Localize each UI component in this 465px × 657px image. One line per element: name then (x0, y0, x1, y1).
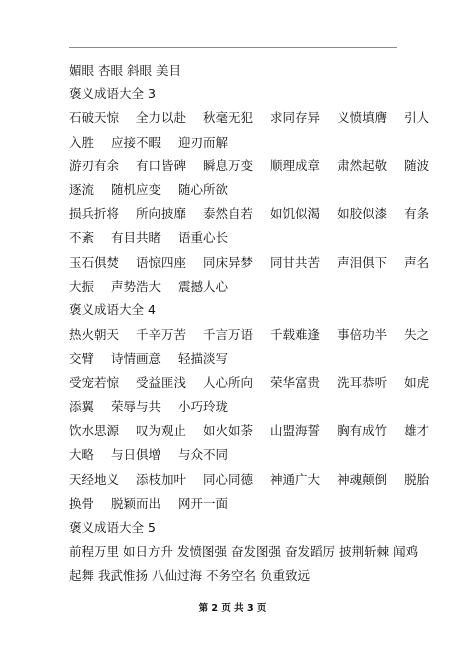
text-line (69, 496, 399, 512)
idiom-word: 如虎 (404, 375, 430, 390)
idiom-word: 同床异梦 (203, 255, 254, 270)
idiom-word: 随心所欲 (178, 182, 229, 197)
text-line (69, 158, 430, 174)
idiom-word: 事倍功半 (337, 327, 388, 342)
idiom-word: 全力以赴 (136, 110, 187, 125)
idiom-word: 发愤图强 (177, 544, 228, 559)
idiom-word: 应接不暇 (111, 135, 162, 150)
idiom-word: 如胶似漆 (337, 206, 388, 221)
idiom-word: 不务空名 (206, 568, 257, 583)
idiom-word: 大振 (69, 279, 95, 294)
text-line (69, 135, 399, 151)
idiom-word: 起舞 (69, 568, 95, 583)
idiom-word: 同甘共苦 (270, 255, 321, 270)
idiom-word: 杏眼 (98, 63, 124, 78)
idiom-word: 山盟海誓 (270, 423, 321, 438)
idiom-word: 天经地义 (69, 472, 120, 487)
idiom-word: 损兵折将 (69, 206, 120, 221)
idiom-word: 有条 (404, 206, 430, 221)
text-line (69, 544, 419, 560)
idiom-word: 雄才 (404, 423, 430, 438)
text-line (69, 110, 430, 126)
idiom-word: 胸有成竹 (337, 423, 388, 438)
idiom-word: 逐流 (69, 182, 95, 197)
idiom-word: 负重致远 (260, 568, 311, 583)
idiom-word: 震撼人心 (178, 279, 229, 294)
idiom-word: 媚眼 (69, 63, 95, 78)
idiom-word: 奋发图强 (231, 544, 282, 559)
idiom-word: 石破天惊 (69, 110, 120, 125)
idiom-word: 奋发蹈厉 (285, 544, 336, 559)
idiom-word: 引人 (404, 110, 430, 125)
idiom-word: 顺理成章 (270, 158, 321, 173)
idiom-word: 神通广大 (270, 472, 321, 487)
idiom-word: 如饥似渴 (270, 206, 321, 221)
idiom-word: 义愤填膺 (337, 110, 388, 125)
idiom-word: 声名 (404, 255, 430, 270)
idiom-word: 同心同德 (203, 472, 254, 487)
text-line (69, 206, 430, 222)
idiom-word: 失之 (404, 327, 430, 342)
idiom-word: 千载难逢 (270, 327, 321, 342)
text-line (69, 302, 399, 318)
idiom-word: 脱颖而出 (111, 496, 162, 511)
idiom-word: 声泪俱下 (337, 255, 388, 270)
idiom-word: 泰然自若 (203, 206, 254, 221)
idiom-word: 饮水思源 (69, 423, 120, 438)
idiom-word: 交臂 (69, 351, 95, 366)
text-line (69, 327, 430, 343)
idiom-word: 千辛万苦 (136, 327, 187, 342)
idiom-word: 热火朝天 (69, 327, 120, 342)
idiom-word: 人心所向 (203, 375, 254, 390)
text-line (69, 182, 399, 198)
idiom-word: 洗耳恭听 (337, 375, 388, 390)
idiom-word: 换骨 (69, 496, 95, 511)
idiom-word: 受益匪浅 (136, 375, 187, 390)
page-footer: 第 2 页 共 3 页 (198, 603, 267, 614)
text-line (69, 423, 430, 439)
idiom-word: 肃然起敬 (337, 158, 388, 173)
idiom-word: 受宠若惊 (69, 375, 120, 390)
idiom-word: 语重心长 (178, 230, 229, 245)
header-rule (69, 47, 397, 48)
idiom-word: 神魂颠倒 (337, 472, 388, 487)
idiom-word: 不紊 (69, 230, 95, 245)
idiom-word: 美目 (156, 63, 182, 78)
idiom-word: 我武惟扬 (98, 568, 149, 583)
idiom-word: 叹为观止 (136, 423, 187, 438)
idiom-word: 褒义成语大全 4 (69, 302, 156, 317)
idiom-word: 语惊四座 (136, 255, 187, 270)
idiom-word: 有目共睹 (111, 230, 162, 245)
idiom-word: 披荆斩棘 (339, 544, 390, 559)
idiom-word: 千言万语 (203, 327, 254, 342)
idiom-word: 与众不同 (178, 447, 229, 462)
idiom-word: 大略 (69, 447, 95, 462)
idiom-word: 闻鸡 (393, 544, 419, 559)
idiom-word: 添翼 (69, 399, 95, 414)
idiom-word: 瞬息万变 (203, 158, 254, 173)
idiom-word: 入胜 (69, 135, 95, 150)
idiom-word: 脱胎 (404, 472, 430, 487)
idiom-word: 如火如荼 (203, 423, 254, 438)
idiom-word: 荣华富贵 (270, 375, 321, 390)
idiom-word: 求同存异 (270, 110, 321, 125)
text-line (69, 375, 430, 391)
text-line (69, 399, 399, 415)
idiom-word: 八仙过海 (152, 568, 203, 583)
text-line (69, 568, 399, 584)
idiom-word: 斜眼 (127, 63, 153, 78)
idiom-word: 褒义成语大全 3 (69, 86, 156, 101)
idiom-word: 荣辱与共 (111, 399, 162, 414)
idiom-word: 添枝加叶 (136, 472, 187, 487)
idiom-word: 与日俱增 (111, 447, 162, 462)
text-line (69, 472, 430, 488)
idiom-word: 迎刃而解 (178, 135, 229, 150)
idiom-word: 小巧玲珑 (178, 399, 229, 414)
text-line (69, 255, 430, 271)
idiom-word: 如日方升 (123, 544, 174, 559)
idiom-word: 秋毫无犯 (203, 110, 254, 125)
idiom-word: 游刃有余 (69, 158, 120, 173)
idiom-word: 有口皆碑 (136, 158, 187, 173)
idiom-word: 轻描淡写 (178, 351, 229, 366)
idiom-word: 随机应变 (111, 182, 162, 197)
idiom-word: 网开一面 (178, 496, 229, 511)
text-line (69, 86, 399, 102)
idiom-word: 玉石俱焚 (69, 255, 120, 270)
idiom-word: 褒义成语大全 5 (69, 520, 156, 535)
text-line (69, 447, 399, 463)
idiom-word: 随波 (404, 158, 430, 173)
text-line (69, 63, 399, 79)
text-line (69, 279, 399, 295)
text-line (69, 351, 399, 367)
idiom-word: 前程万里 (69, 544, 120, 559)
idiom-word: 声势浩大 (111, 279, 162, 294)
text-line (69, 230, 399, 246)
idiom-word: 所向披靡 (136, 206, 187, 221)
idiom-word: 诗情画意 (111, 351, 162, 366)
text-line (69, 520, 399, 536)
